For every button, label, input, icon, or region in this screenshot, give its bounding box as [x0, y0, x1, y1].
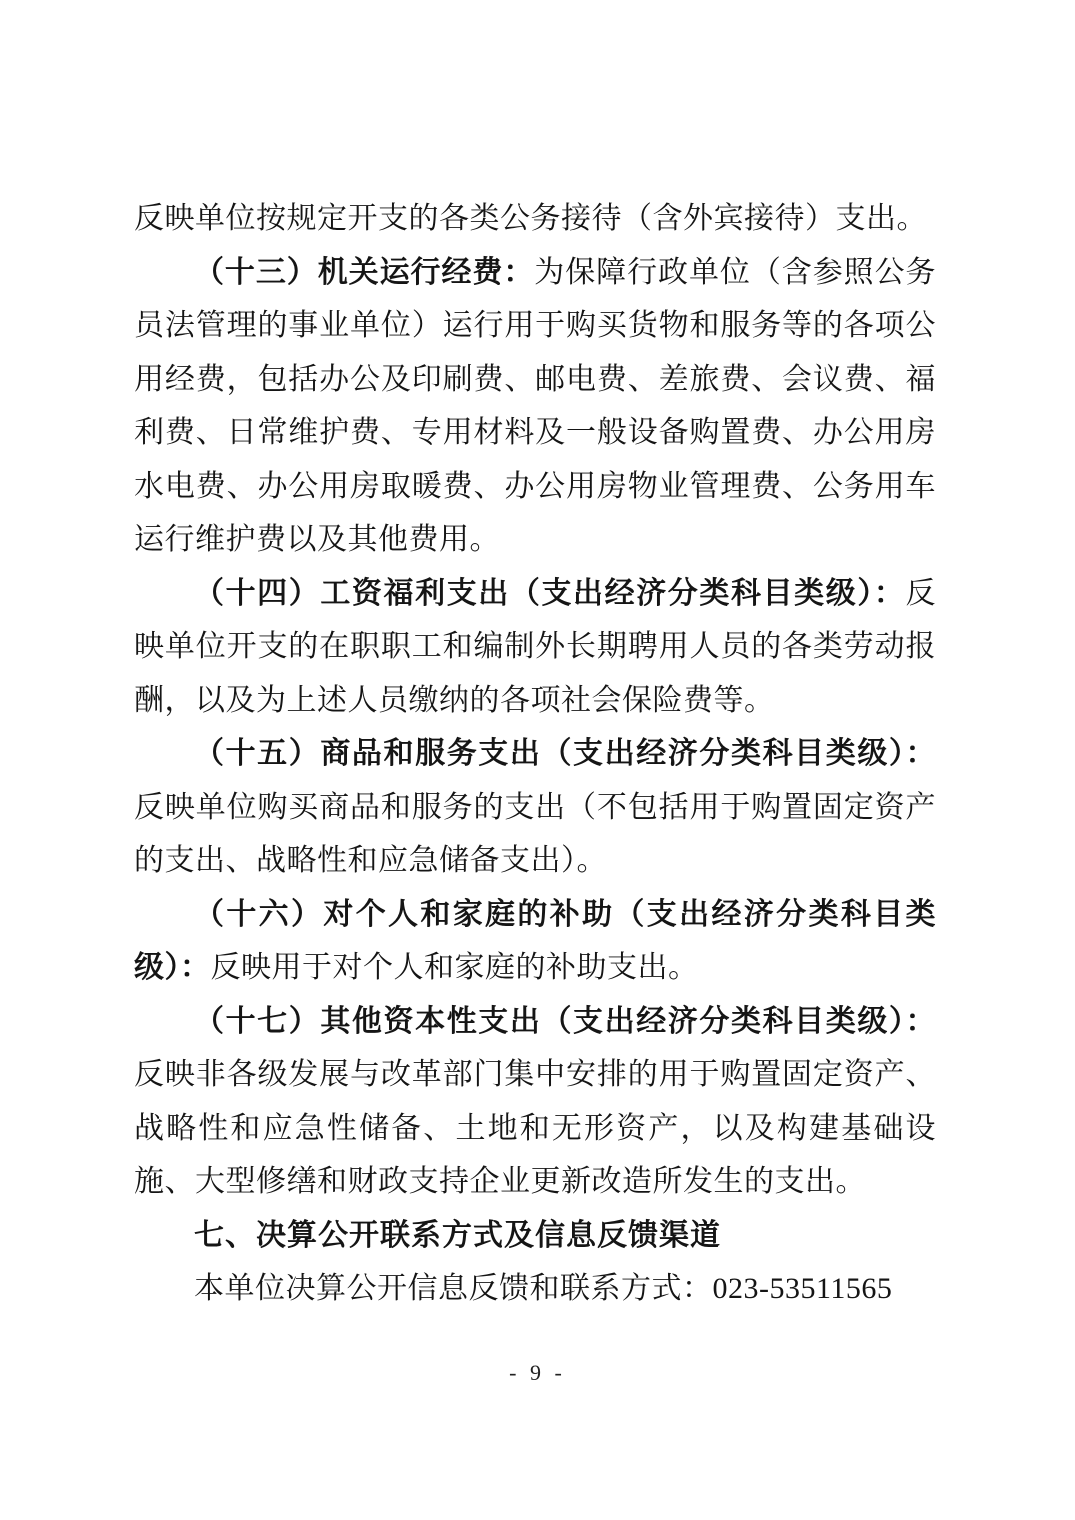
paragraph-lead: （十三）机关运行经费： — [194, 255, 535, 289]
paragraph-text: 反映非各级发展与改革部门集中安排的用于购置固定资产、战略性和应急性储备、土地和无形资产，以及构建基础设施、大型修缮和财政支持企业更新改造所发生的支出。 — [134, 1058, 936, 1198]
paragraph-text: 为保障行政单位（含参照公务员法管理的事业单位）运行用于购买货物和服务等的各项公用经费，包括办公及印刷费、邮电费、差旅费、会议费、福利费、日常维护费、专用材料及一般设备购置费、办公用房水电费、办公用房取暖费、办公用房物业管理费、公务用车运行维护费以及其他费用。 — [134, 255, 937, 556]
paragraph-lead: （十六）对个人和家庭的补助（支出经济分类科目类级）： — [134, 897, 936, 984]
paragraph-item-15 — [134, 727, 936, 888]
paragraph-text: 反映用于对个人和家庭的补助支出。 — [210, 951, 699, 984]
section-heading: 七、决算公开联系方式及信息反馈渠道 — [194, 1218, 721, 1252]
paragraph-text: 反映单位开支的在职职工和编制外长期聘用人员的各类劳动报酬，以及为上述人员缴纳的各项社会保险费等。 — [134, 576, 936, 717]
page-footer — [0, 1358, 1075, 1388]
paragraph-lead: （十七）其他资本性支出（支出经济分类科目类级）： — [194, 1004, 936, 1038]
page-number: - 9 - — [509, 1360, 566, 1385]
phone-number: 023-53511565 — [712, 1272, 893, 1305]
paragraph-item-17 — [134, 995, 936, 1209]
paragraph-text: 反映单位购买商品和服务的支出（不包括用于购置固定资产的支出、战略性和应急储备支出）。 — [134, 790, 936, 877]
paragraph-continuation — [134, 192, 936, 246]
paragraph-item-14 — [134, 567, 936, 728]
contact-line — [134, 1262, 936, 1316]
paragraph-lead: （十五）商品和服务支出（支出经济分类科目类级）： — [194, 737, 936, 770]
paragraph-item-13 — [134, 246, 936, 567]
paragraph-text: 反映单位按规定开支的各类公务接待（含外宾接待）支出。 — [134, 202, 927, 235]
paragraph-item-16 — [134, 888, 936, 995]
document-body — [134, 192, 936, 1316]
contact-text: 本单位决算公开信息反馈和联系方式： — [194, 1272, 713, 1305]
paragraph-lead: （十四）工资福利支出（支出经济分类科目类级）： — [194, 576, 906, 610]
